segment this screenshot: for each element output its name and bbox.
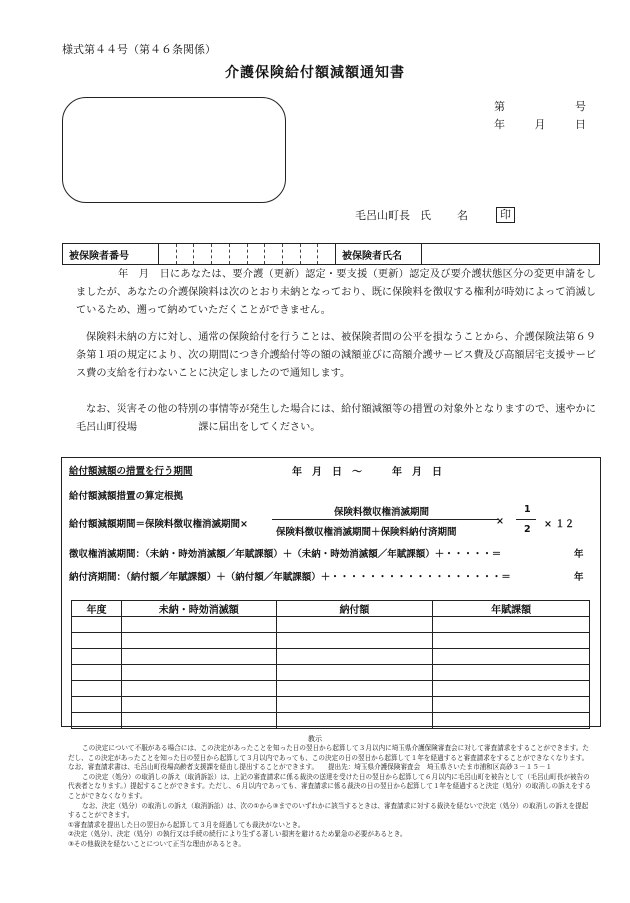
fraction-bar-2 <box>516 519 536 520</box>
table-row <box>72 633 590 649</box>
insured-number-cells[interactable] <box>159 244 336 264</box>
table-row <box>72 681 590 697</box>
notice-line-5: ②決定（処分）、決定（処分）の執行又は手続の続行により生ずる著しい損害を避けるため緊急の必要があるとき。 <box>68 830 407 839</box>
year-table-header-paid: 納付額 <box>276 601 433 617</box>
paid-year-unit: 年 <box>574 572 584 583</box>
year-table-header-unpaid: 未納・時効消滅額 <box>121 601 276 617</box>
doc-date-month: 月 <box>534 118 546 131</box>
issuer-mei: 名 <box>457 209 468 222</box>
notice-line-3: なお、決定（処分）の取消しの訴え（取消訴訟）は、次の①から③までのいずれかに該当するときは、審査請求に対する裁決を経ないで決定（処分）の取消しの訴えを提起することができます。 <box>68 801 589 820</box>
insured-name-label: 被保険者氏名 <box>336 244 422 264</box>
paragraph-2: 保険料未納の方に対し、通常の保険給付を行うことは、被保険者間の公平を損なうことから、介護保険法第６９条第１項の規定により、次の期間につき介護給付等の額の減額並びに高額介護サービス費及び高額居宅支援サービス費の支給を行わないことに決定しましたので通知します。 <box>76 332 596 379</box>
notice-line-4: ①審査請求を提出した日の翌日から起算して３月を経過しても裁決がないとき。 <box>68 820 305 829</box>
doc-date-year: 年 <box>494 118 505 131</box>
notice-line-6: ③その他裁決を経ないことについて正当な理由があるとき。 <box>68 839 245 848</box>
year-table-header-year: 年度 <box>72 601 122 617</box>
notice-line-1: この決定について不服がある場合には、この決定があったことを知った日の翌日から起算して３月以内に埼玉県介護保険審査会に対して審査請求をすることができます。ただし、この決定があったことを知った日の翌日から起算して３月以内であっても、この決定の日の翌日から起算して１年を経過すると審査請求をすることができなくなります。なお、審査請求書は、毛呂山町役場高齢者支援課を経由し提出することができます。 提出先：埼玉県介護保険審査会 埼玉県さいたま市浦和区高砂３－１５－１ <box>68 744 589 772</box>
notice-title: 教示 <box>308 735 322 743</box>
paid-period-formula: 納付済期間：（納付額／年賦課額）＋（納付額／年賦課額）＋・・・・・・・・・・・・・・・・・・＝ <box>69 572 511 583</box>
form-number: 様式第４４号（第４６条関係） <box>62 43 216 56</box>
issuer-line <box>355 207 515 223</box>
insured-number-label: 被保険者番号 <box>63 244 159 264</box>
formula-lhs: 給付額減額期間＝保険料徴収権消滅期間× <box>69 519 248 530</box>
times-twelve: × １２ <box>544 519 575 530</box>
notice-line-2: この決定（処分）の取消しの訴え（取消訴訟）は、上記の審査請求に係る裁決の送達を受けた日の翌日から起算して６月以内に毛呂山町を被告として（毛呂山町長が被告の代表者となります。）提起することができます。ただし、６月以内であっても、審査請求に係る裁決の日の翌日から起算して１年を経過すると決定（処分）の取消しの訴えをすることができなくなります。 <box>68 772 592 800</box>
period-label: 給付額減額の措置を行う期間 <box>69 466 193 477</box>
document-number-block <box>494 98 586 134</box>
doc-number-suffix: 号 <box>575 100 586 113</box>
year-table-header-annual: 年賦課額 <box>433 601 590 617</box>
doc-number-prefix: 第 <box>494 100 505 113</box>
formula-denominator: 保険料徴収権消滅期間＋保険料納付済期間 <box>276 527 457 538</box>
paragraph-1: 年 月 日にあなたは、要介護（更新）認定・要支援（更新）認定及び要介護状態区分の変更申請をしましたが、あなたの介護保険料は次のとおり未納となっており、既に保険料を徴収する権利が時効によって消滅しているため、遡って納めていただくことができません。 <box>76 269 596 316</box>
period-value: 年 月 日 ～ 年 月 日 <box>292 467 442 478</box>
basis-label: 給付額減額措置の算定根拠 <box>69 491 184 502</box>
doc-date-day: 日 <box>575 118 586 131</box>
insured-info-table <box>62 243 600 265</box>
formula-numerator: 保険料徴収権消滅期間 <box>334 507 430 518</box>
calculation-box <box>61 457 601 727</box>
fraction-bar-1 <box>272 519 498 520</box>
table-row <box>72 713 590 729</box>
seal-stamp-box: 印 <box>496 207 515 223</box>
paragraph-3: なお、災害その他の特別の事情等が発生した場合には、給付額減額等の措置の対象外となりますので、速やかに毛呂山町役場 課に届出をしてください。 <box>76 404 596 433</box>
issuer-shi: 氏 <box>420 209 431 222</box>
table-row <box>72 697 590 713</box>
extinct-period-formula: 徴収権消滅期間：（未納・時効消滅額／年賦課額）＋（未納・時効消滅額／年賦課額）＋・・・・・＝ <box>69 549 502 560</box>
table-row <box>72 649 590 665</box>
fraction2-numerator: 1 <box>524 504 531 515</box>
table-row <box>72 665 590 681</box>
times-sign: × <box>496 516 504 527</box>
address-window-box <box>62 97 286 203</box>
insured-name-field[interactable] <box>422 244 599 264</box>
issuer-name: 毛呂山町長 <box>355 209 410 222</box>
extinct-year-unit: 年 <box>574 549 584 560</box>
year-table <box>71 600 590 729</box>
document-title: 介護保険給付額減額通知書 <box>225 65 405 81</box>
table-row <box>72 617 590 633</box>
fraction2-denominator: 2 <box>524 524 531 535</box>
notice-block <box>68 744 594 850</box>
